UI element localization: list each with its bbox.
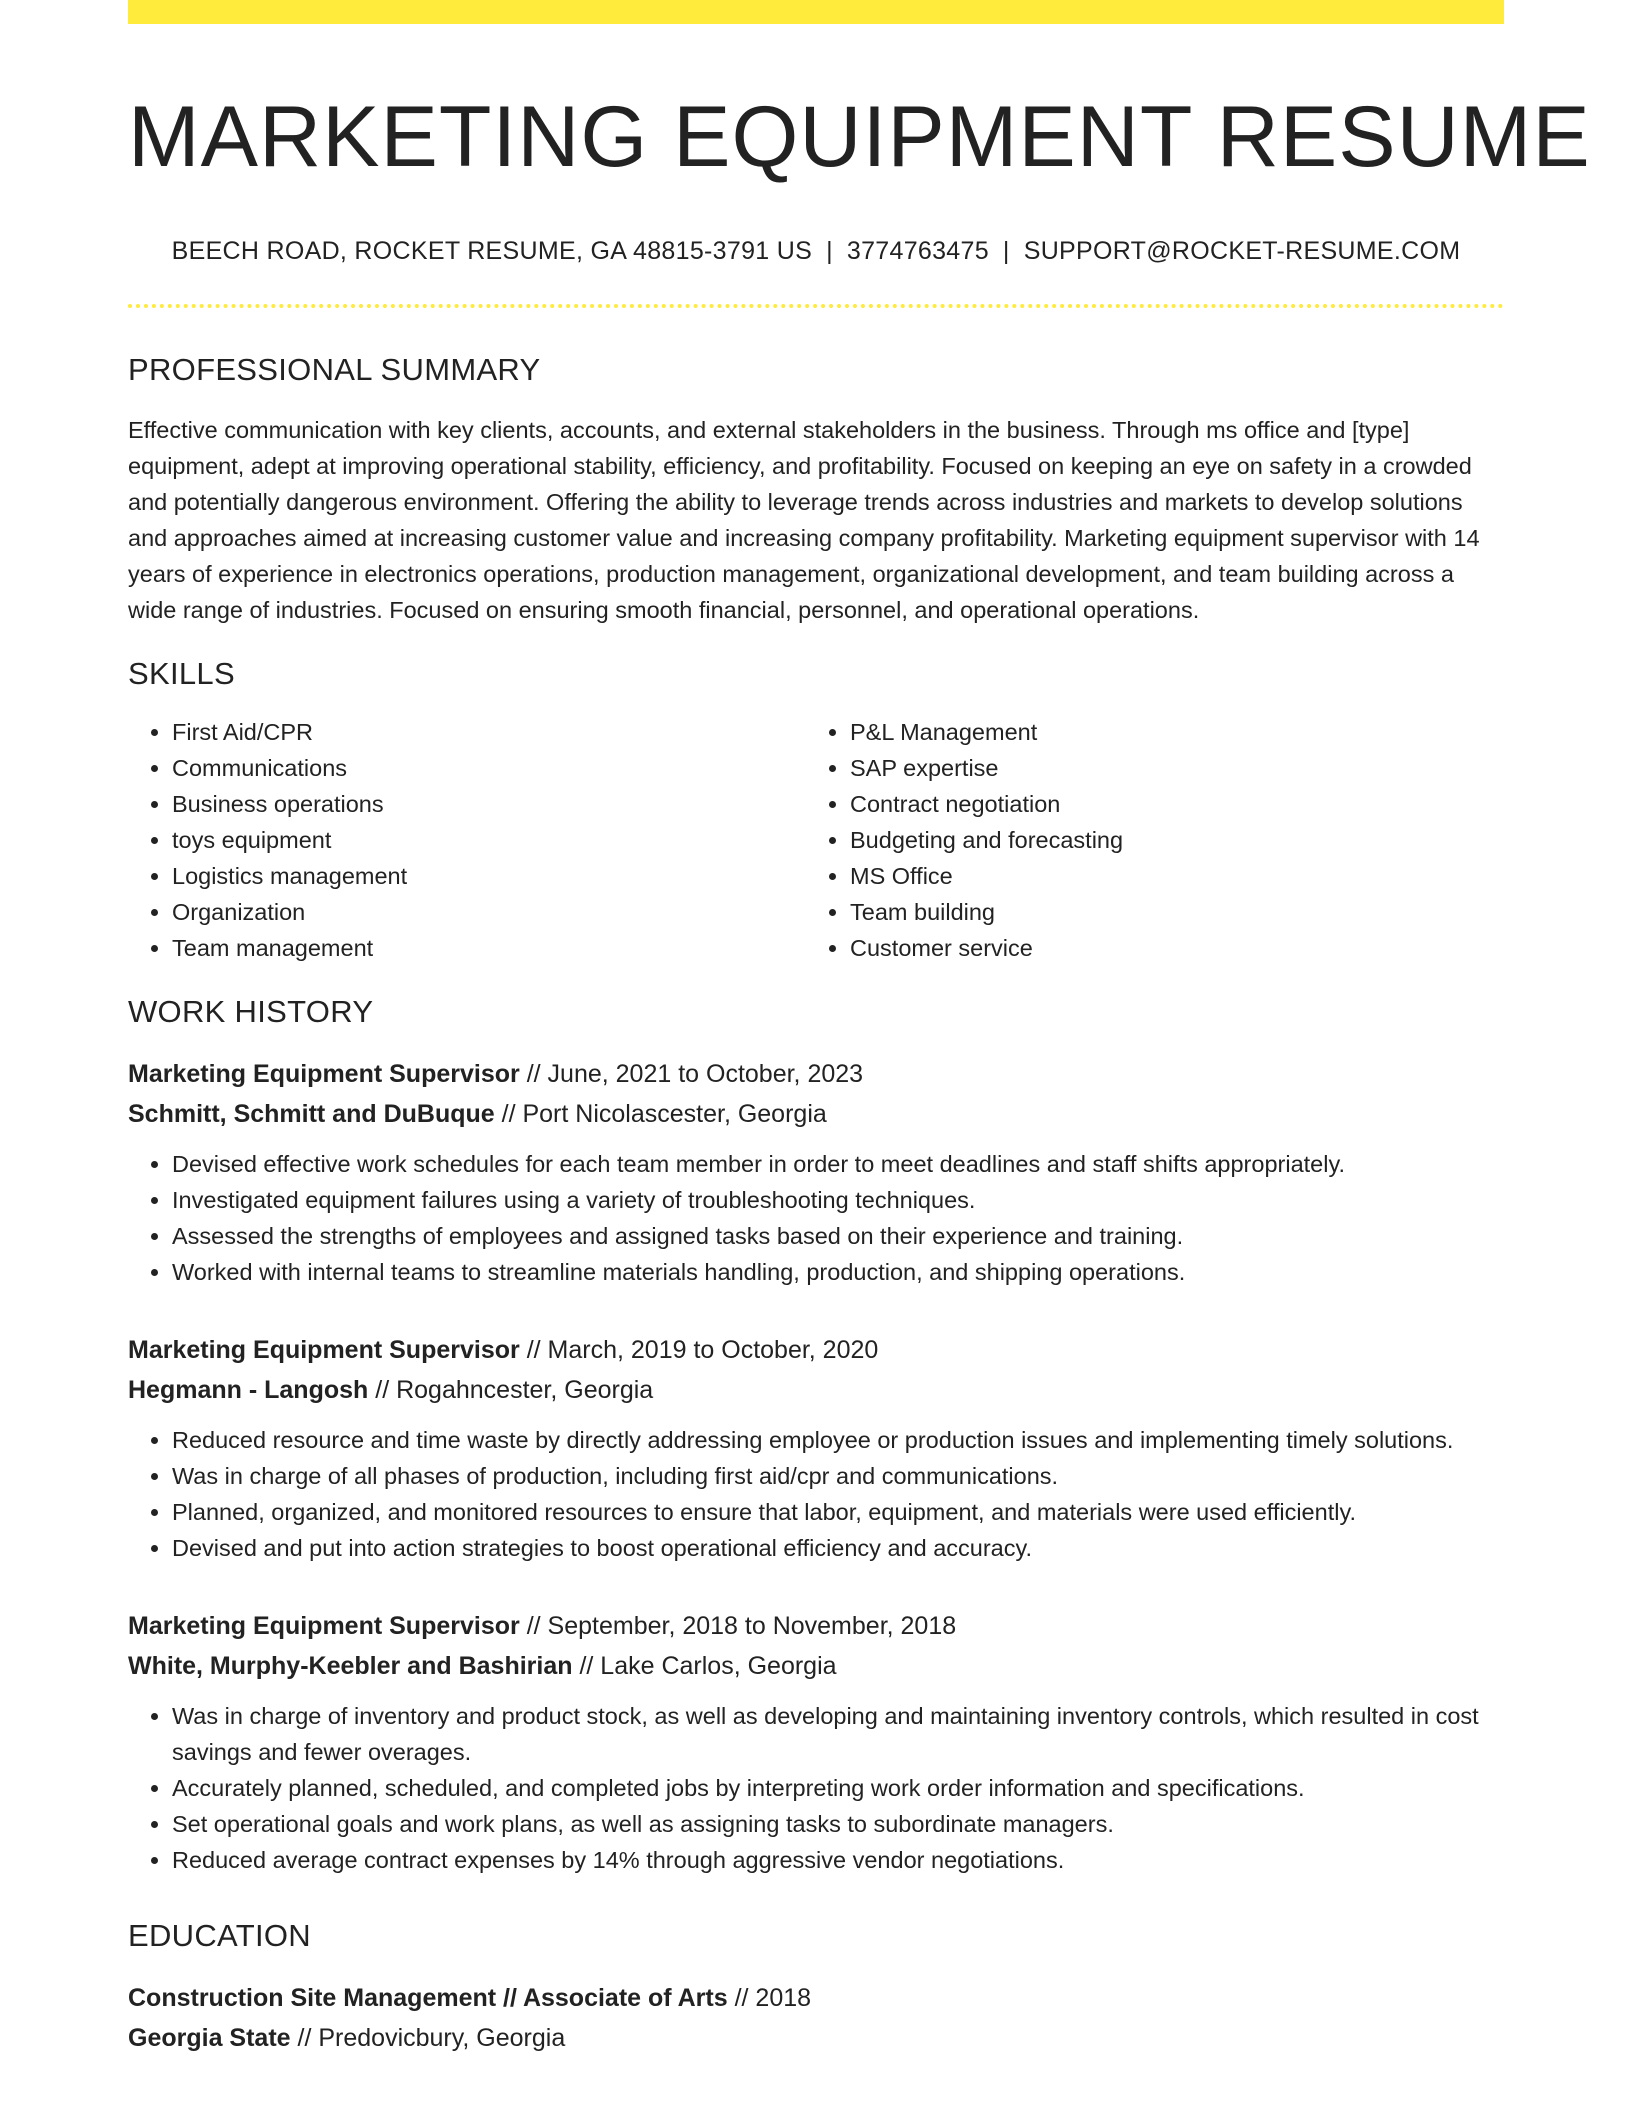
skill-item: • Organization (172, 894, 806, 930)
job-company-line (128, 1094, 1504, 1134)
skill-item: • SAP expertise (850, 750, 1490, 786)
job-bullet: • Worked with internal teams to streamline materials handling, production, and shipping operations. (172, 1254, 1504, 1290)
job-bullet: • Devised effective work schedules for each team member in order to meet deadlines and staff shifts appropriately. (172, 1146, 1504, 1182)
skill-item: • Customer service (850, 930, 1490, 966)
skill-item: • Budgeting and forecasting (850, 822, 1490, 858)
job-bullet: • Was in charge of inventory and product stock, as well as developing and maintaining inventory controls, which resulted in cost savings and fewer overages. (172, 1698, 1504, 1770)
job-company: Schmitt, Schmitt and DuBuque (128, 1100, 495, 1129)
job-location: // Rogahncester, Georgia (375, 1376, 654, 1405)
job-bullet: • Assessed the strengths of employees and assigned tasks based on their experience and training. (172, 1218, 1504, 1254)
resume-page (128, 0, 1591, 2058)
job-company: White, Murphy-Keebler and Bashirian (128, 1652, 573, 1681)
summary-text: Effective communication with key clients, accounts, and external stakeholders in the business. Through ms office and [type] equipment, adept at improving operational stability, efficiency, and profitability. Focused on keeping an eye on safety in a crowded and potentially dangerous environment. Offering the ability to leverage trends across industries and markets to develop solutions and approaches aimed at increasing customer value and increasing company profitability. Marketing equipment supervisor with 14 years of experience in electronics operations, production management, organizational development, and team building across a wide range of industries. Focused on ensuring smooth financial, personnel, and operational operations. (128, 417, 1480, 624)
skill-item: • Business operations (172, 786, 806, 822)
job-dates: // June, 2021 to October, 2023 (526, 1060, 864, 1089)
skill-item: • P&L Management (850, 714, 1490, 750)
resume-title: MARKETING EQUIPMENT RESUME (128, 89, 1591, 185)
top-accent-bar (128, 0, 1504, 24)
education-location: // Predovicbury, Georgia (297, 2024, 566, 2053)
education-school: Georgia State (128, 2024, 291, 2053)
job-company-line (128, 1370, 1504, 1410)
contact-separator: | (1002, 237, 1010, 266)
skill-item: • MS Office (850, 858, 1490, 894)
contact-phone: 3774763475 (846, 237, 989, 266)
job-role-line (128, 1330, 1504, 1370)
skill-item: • Communications (172, 750, 806, 786)
job-company-line (128, 1646, 1504, 1686)
job-bullet: • Set operational goals and work plans, as well as assigning tasks to subordinate managers. (172, 1806, 1504, 1842)
contact-email: SUPPORT@ROCKET-RESUME.COM (1023, 237, 1461, 266)
education-degree: Construction Site Management // Associate of Arts (128, 1984, 728, 2013)
skills-columns (128, 714, 1504, 966)
job-role: Marketing Equipment Supervisor (128, 1336, 520, 1365)
job-role: Marketing Equipment Supervisor (128, 1612, 520, 1641)
job-role-line (128, 1054, 1504, 1094)
skills-list-right (806, 714, 1490, 966)
work-history-heading: WORK HISTORY (128, 994, 374, 1030)
job-bullet: • Accurately planned, scheduled, and completed jobs by interpreting work order information and specifications. (172, 1770, 1504, 1806)
job-bullet: • Investigated equipment failures using a variety of troubleshooting techniques. (172, 1182, 1504, 1218)
job-bullet: • Planned, organized, and monitored resources to ensure that labor, equipment, and materials were used efficiently. (172, 1494, 1504, 1530)
job-location: // Lake Carlos, Georgia (579, 1652, 837, 1681)
job-bullets (128, 1422, 1504, 1566)
skills-heading: SKILLS (128, 656, 235, 692)
job-location: // Port Nicolascester, Georgia (501, 1100, 827, 1129)
contact-line (128, 237, 1504, 266)
skill-item: • Contract negotiation (850, 786, 1490, 822)
skill-item: • Team management (172, 930, 806, 966)
job-dates: // September, 2018 to November, 2018 (526, 1612, 957, 1641)
education-school-line (128, 2018, 1504, 2058)
contact-address: BEECH ROAD, ROCKET RESUME, GA 48815-3791 US (171, 237, 813, 266)
job-entry (128, 1054, 1504, 1290)
education-year: // 2018 (734, 1984, 812, 2013)
skill-item: • toys equipment (172, 822, 806, 858)
job-entry (128, 1330, 1504, 1566)
job-role-line (128, 1606, 1504, 1646)
job-bullets (128, 1146, 1504, 1290)
education-entry (128, 1978, 1504, 2058)
job-role: Marketing Equipment Supervisor (128, 1060, 520, 1089)
contact-separator: | (826, 237, 833, 266)
education-degree-line (128, 1978, 1504, 2018)
job-bullets (128, 1698, 1504, 1878)
skill-item: • Team building (850, 894, 1490, 930)
summary-heading: PROFESSIONAL SUMMARY (128, 352, 541, 388)
job-entry (128, 1606, 1504, 1878)
skills-list-left (128, 714, 806, 966)
job-bullet: • Was in charge of all phases of production, including first aid/cpr and communications. (172, 1458, 1504, 1494)
job-dates: // March, 2019 to October, 2020 (526, 1336, 879, 1365)
skill-item: • Logistics management (172, 858, 806, 894)
skill-item: • First Aid/CPR (172, 714, 806, 750)
dotted-divider (128, 304, 1504, 308)
job-bullet: • Reduced resource and time waste by directly addressing employee or production issues and implementing timely solutions. (172, 1422, 1504, 1458)
job-company: Hegmann - Langosh (128, 1376, 369, 1405)
job-bullet: • Reduced average contract expenses by 14% through aggressive vendor negotiations. (172, 1842, 1504, 1878)
job-bullet: • Devised and put into action strategies to boost operational efficiency and accuracy. (172, 1530, 1504, 1566)
education-heading: EDUCATION (128, 1918, 311, 1954)
